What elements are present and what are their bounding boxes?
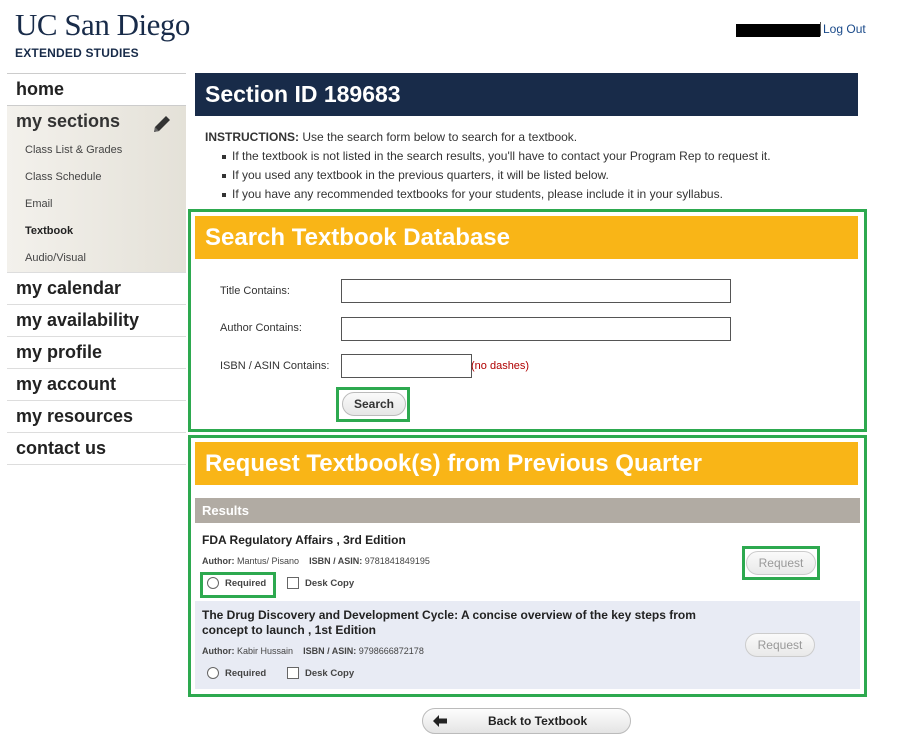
author-label: Author: xyxy=(202,556,235,566)
isbn-label: ISBN / ASIN: xyxy=(303,646,357,656)
author-label: Author Contains: xyxy=(220,322,302,334)
pencil-icon xyxy=(150,112,174,136)
author-label: Author: xyxy=(202,646,235,656)
sidebar-item-home[interactable]: home xyxy=(7,73,186,105)
instruction-bullet: If you used any textbook in the previous quarters, it will be listed below. xyxy=(222,166,858,185)
back-to-textbook-button[interactable] xyxy=(422,708,631,734)
book-author: Kabir Hussain xyxy=(237,646,294,656)
arrow-left-icon xyxy=(433,715,447,727)
request-button[interactable]: Request xyxy=(745,633,815,657)
logout-link[interactable]: Log Out xyxy=(820,22,866,36)
book-title: FDA Regulatory Affairs , 3rd Edition xyxy=(202,533,406,547)
desk-copy-label: Desk Copy xyxy=(305,577,355,589)
request-button-highlight xyxy=(742,546,820,580)
search-heading: Search Textbook Database xyxy=(195,216,858,259)
book-title: The Drug Discovery and Development Cycle: A concise overview of the key steps from concept to launch , 1st Edition xyxy=(202,608,696,637)
sidebar-item-my-calendar[interactable]: my calendar xyxy=(7,272,186,304)
sidebar-sub-textbook[interactable]: Textbook xyxy=(25,225,74,237)
desk-copy-checkbox[interactable] xyxy=(287,577,299,589)
required-option[interactable] xyxy=(207,667,266,679)
sidebar-sub-class-schedule[interactable]: Class Schedule xyxy=(25,171,102,183)
sidebar-item-my-profile[interactable]: my profile xyxy=(7,336,186,368)
search-button[interactable]: Search xyxy=(342,392,406,416)
table-row xyxy=(195,601,860,689)
isbn-label: ISBN / ASIN Contains: xyxy=(220,360,330,372)
desk-copy-label: Desk Copy xyxy=(305,667,355,679)
desk-copy-option[interactable] xyxy=(287,577,354,589)
required-label: Required xyxy=(225,667,267,679)
sidebar-item-my-sections[interactable]: my sections xyxy=(16,111,121,131)
book-isbn: 9798666872178 xyxy=(358,646,424,656)
sidebar-nav xyxy=(7,73,186,465)
logo-main-text: UC San Diego xyxy=(15,7,190,42)
book-meta xyxy=(202,646,424,656)
instructions-text: Use the search form below to search for a textbook. xyxy=(299,130,578,144)
request-heading: Request Textbook(s) from Previous Quarter xyxy=(195,442,858,485)
back-button-label: Back to Textbook xyxy=(488,714,588,728)
required-radio[interactable] xyxy=(207,667,219,679)
book-author: Mantus/ Pisano xyxy=(237,556,300,566)
ucsd-logo[interactable] xyxy=(15,7,190,60)
sidebar-sub-audio-visual[interactable]: Audio/Visual xyxy=(25,252,86,264)
sidebar-item-contact-us[interactable]: contact us xyxy=(7,432,186,465)
isbn-input[interactable] xyxy=(341,354,472,378)
sidebar-item-my-account[interactable]: my account xyxy=(7,368,186,400)
redacted-username xyxy=(736,24,820,37)
desk-copy-checkbox[interactable] xyxy=(287,667,299,679)
results-header: Results xyxy=(195,498,860,523)
sidebar-group-my-sections xyxy=(7,105,186,272)
book-meta xyxy=(202,556,430,566)
instructions xyxy=(205,130,858,204)
instruction-bullet: If you have any recommended textbooks for your students, please include it in your syllabus. xyxy=(222,185,858,204)
isbn-label: ISBN / ASIN: xyxy=(309,556,363,566)
sidebar-item-my-resources[interactable]: my resources xyxy=(7,400,186,432)
main-content xyxy=(195,73,858,204)
no-dashes-hint: (no dashes) xyxy=(471,360,530,372)
instruction-bullet: If the textbook is not listed in the search results, you'll have to contact your Program Rep to request it. xyxy=(222,147,858,166)
sidebar-sub-class-list[interactable]: Class List & Grades xyxy=(25,144,123,156)
required-highlight xyxy=(200,572,276,598)
title-input[interactable] xyxy=(341,279,731,303)
desk-copy-option[interactable] xyxy=(287,667,354,679)
page-title: Section ID 189683 xyxy=(195,73,858,116)
logo-sub-text: EXTENDED STUDIES xyxy=(15,46,139,60)
request-button[interactable]: Request xyxy=(746,551,816,575)
sidebar-item-my-availability[interactable]: my availability xyxy=(7,304,186,336)
book-isbn: 9781841849195 xyxy=(364,556,430,566)
sidebar-sub-email[interactable]: Email xyxy=(25,198,53,210)
required-label: Required xyxy=(225,577,267,589)
instructions-label: INSTRUCTIONS: xyxy=(205,130,299,144)
title-label: Title Contains: xyxy=(220,285,290,297)
author-input[interactable] xyxy=(341,317,731,341)
